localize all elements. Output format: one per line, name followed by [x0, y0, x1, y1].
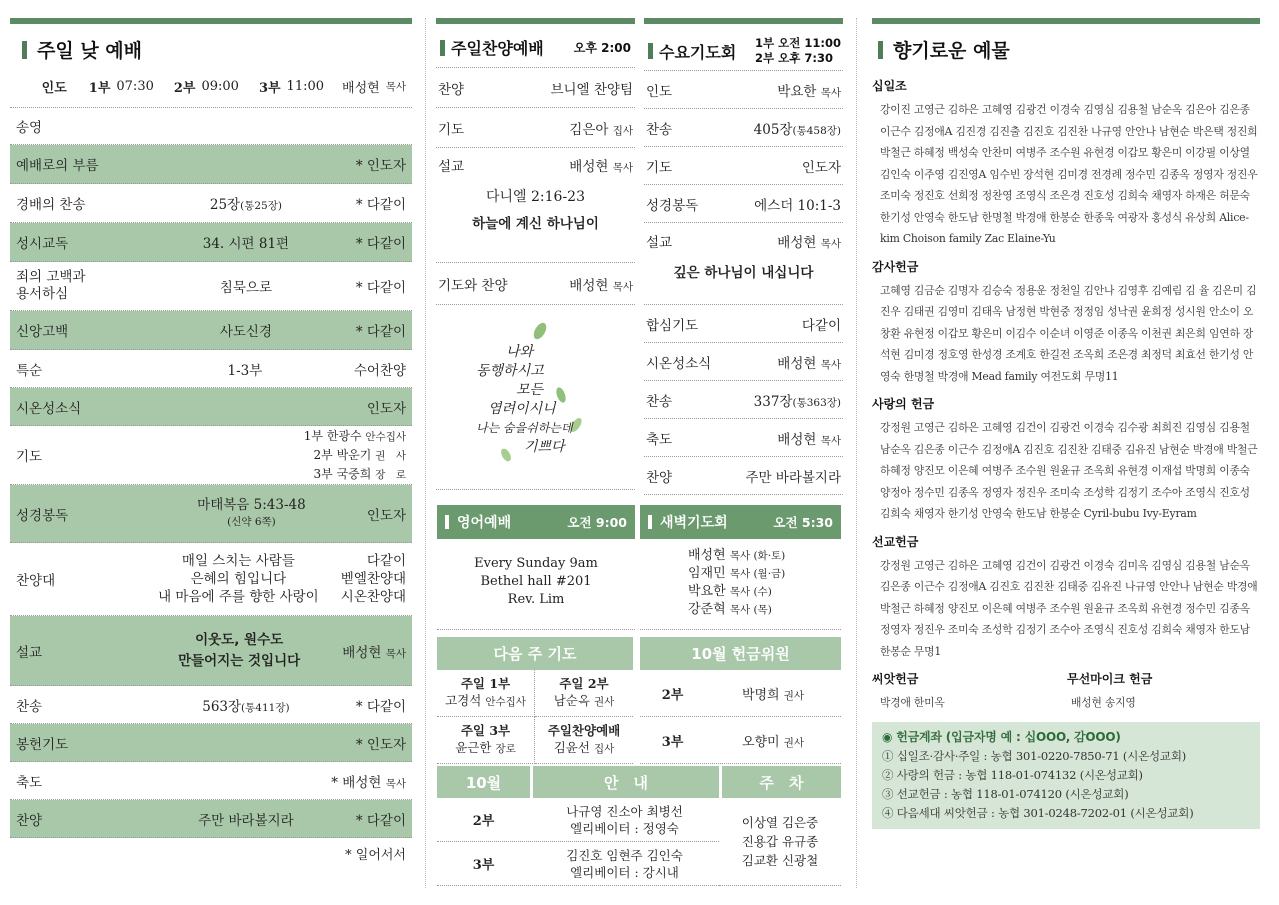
thanks-names: 고혜영 김금순 김명자 김승숙 정용운 정천일 김안나 김영후 김예림 김 율 김은미 김진우 김태권 김영미 김태옥 남정현 박현중 정정임 성낙권 윤희정 성시원 안소이 오창환 유현정 이갑모 황은미 이김수 이순녀 이영준 이종옥 이천권 최은희 임연하 장석현 김미경 정호영 한성경 조계호 한길전 조옥희 조은경 최정덕 최효선 한기성 안영숙 한명철 박경애 Mead family 여전도회 무명11 [880, 283, 1257, 383]
offering-title: 향기로운 예물 [878, 36, 1260, 63]
column-divider [856, 18, 857, 888]
guide-box [437, 766, 841, 886]
praise-row: 기도 김은아 집사 [436, 108, 635, 148]
bullet-mark-icon [648, 43, 653, 59]
prayer-cell: 주일 3부 윤근한 장로 [437, 717, 535, 764]
top-bar [644, 18, 843, 24]
stand-note: * 일어서서 [345, 848, 406, 863]
committee-row: 3부 오향미 권사 [640, 717, 841, 764]
wed-row: 기도 인도자 [644, 147, 843, 185]
next-prayer-box [437, 637, 633, 764]
english-service-header: 영어예배 오전 9:00 [437, 505, 635, 539]
order-row: 봉헌기도 * 인도자 [10, 724, 412, 762]
praise-row: 찬양 브니엘 찬양팀 [436, 68, 635, 108]
committee-row: 2부 박명희 권사 [640, 670, 841, 717]
mic-names: 배성현 송지영 [1071, 696, 1136, 709]
wed-row: 찬양 주만 바라볼지라 [644, 457, 843, 495]
choir-row: 찬양대 매일 스치는 사람들 은혜의 힘입니다 내 마음에 주를 향한 사랑이 다같이 벧엘찬양대 시온찬양대 [10, 543, 412, 616]
wed-sermon-title: 깊은 하나님이 내십니다 [673, 265, 814, 281]
praise-sermon-block: 설교 배성현 목사 다니엘 2:16-23 하늘에 계신 하나님이 [436, 148, 635, 263]
service-times: 인도 1부 07:30 2부 09:00 3부 11:00 배성현 목사 [41, 78, 406, 96]
order-row: 죄의 고백과 용서하심 침묵으로 * 다같이 [10, 262, 412, 311]
love-heading: 사랑의 헌금 [872, 397, 935, 411]
wed-row: 성경봉독 에스더 10:1-3 [644, 185, 843, 223]
wednesday-prayer-column [644, 18, 843, 495]
order-row: 경배의 찬송 25장(통25장) * 다같이 [10, 184, 412, 223]
english-service-box: 영어예배 오전 9:00 Every Sunday 9am Bethel hall #201 Rev. Lim [437, 505, 635, 630]
guide-row: 2부 나규영 진소아 최병선 엘리베이터 : 정영숙 [437, 798, 719, 842]
column-divider [425, 18, 426, 888]
wed-sermon-block: 설교 배성현 목사 깊은 하나님이 내십니다 [644, 223, 843, 305]
bullet-mark-icon [648, 515, 652, 529]
calligraphy-image: 나와 동행하시고 모든 염려이시니 나는 숨을쉬하는데 기쁘다 [436, 305, 635, 490]
seed-names: 박경애 한미옥 [880, 696, 945, 709]
order-row: 신앙고백 사도신경 * 다같이 [10, 311, 412, 350]
prayer-cell: 주일찬양예배 김윤선 집사 [535, 717, 633, 764]
mission-names: 강정원 고영근 김하은 고혜영 김건이 김광건 이경숙 김미옥 김영심 김용철 남순옥 김은종 이근수 김정애A 김진호 김진찬 김태중 김유진 나규영 안안나 남현순 박경애 박철근 하혜정 양진모 이은혜 여병주 조수원 원윤규 조옥희 유현경 정수민 김종옥 정영자 정진우 조미숙 조성학 김정기 조수아 조영식 진호성 김희숙 채영자 한도남 한봉순 무명1 [880, 558, 1258, 658]
parking-list: 이상열 김은중 진용갑 유규종 김교환 신광철 [719, 798, 841, 886]
committee-box [640, 637, 841, 764]
order-row: 찬양 주만 바라볼지라 * 다같이 [10, 800, 412, 838]
account-box: ◉ 헌금계좌 (입금자명 예 : 십OOO, 감OOO) ① 십일조·감사·주일 : 농협 301-0220-7850-71 (시온성교회) ② 사랑의 헌금 : 농협 118-01-074132 (시온성교회) ③ 선교헌금 : 농협 118-01-074120 (시온성교회) ④ 다음세대 씨앗헌금 : 농협 301-0248-7202-01 (시온성교회) [872, 722, 1260, 829]
order-row: 예배로의 부름 * 인도자 [10, 145, 412, 184]
top-bar [436, 18, 635, 24]
account-title: ◉ 헌금계좌 (입금자명 예 : 십OOO, 감OOO) [882, 729, 1121, 744]
sermon-title: 하늘에 계신 하나님이 [472, 216, 599, 232]
pray-praise-row: 기도와 찬양 배성현 목사 [436, 263, 635, 305]
top-bar [10, 18, 412, 24]
leader-label: 인도 [41, 80, 67, 96]
order-row: 찬송 563장(통411장) * 다같이 [10, 686, 412, 724]
sunday-service-title: 주일 낮 예배 [22, 36, 412, 63]
wed-row: 인도 박요한 목사 [644, 71, 843, 109]
mission-heading: 선교헌금 [872, 534, 919, 549]
tithe-names: 강이진 고영근 김하은 고혜영 김광건 이경숙 김영심 김용철 남순옥 김은아 김은종 이근수 김정애A 김진경 김진출 김진호 김진찬 나규영 안안나 남현순 박은택 정진희 박철근 하혜정 백성숙 안찬미 여병주 조수원 유현경 이갑모 황은미 이강필 이상열 김인숙 이주영 김진영A 임수빈 장석현 김미경 전경례 정수민 김종옥 정영자 정진우 조미숙 정진호 선희정 정찬영 조영식 조은경 진호성 김희숙 채영자 하재은 허문숙 한기성 안영숙 한도남 한명철 박경애 한봉순 한종욱 여광자 홍성식 유상희 Alice-kim Choison family Zac Elaine-Yu [880, 103, 1258, 245]
prayer-cell: 주일 2부 남순옥 권사 [535, 670, 633, 717]
dawn-prayer-box: 새벽기도회 오전 5:30 배성현 목사 (화·토) 임재민 목사 (월·금) 박요한 목사 (수) 강준혁 목사 (목) [640, 505, 841, 630]
prayer-cell: 주일 1부 고경석 안수집사 [437, 670, 535, 717]
bullet-mark-icon [22, 41, 27, 59]
order-row: 축도 * 배성현 목사 [10, 762, 412, 800]
wed-row: 시온성소식 배성현 목사 [644, 343, 843, 381]
wednesday-heading: 수요기도회 1부 오전 11:00 2부 오후 7:30 [648, 32, 843, 70]
prayer-row: 기도 1부 한광수 안수집사 2부 박운기 권 사 3부 국중희 장 로 [10, 426, 412, 485]
tithe-heading: 십일조 [872, 79, 907, 93]
sunday-service-column [10, 18, 412, 863]
praise-service-heading: 주일찬양예배 오후 2:00 [440, 36, 635, 59]
reading-row: 성경봉독 마태복음 5:43-48 (신약 6쪽) 인도자 [10, 485, 412, 543]
wed-row: 찬송 405장(통458장) [644, 109, 843, 147]
wed-row: 합심기도 다같이 [644, 305, 843, 343]
sermon-verse: 다니엘 2:16-23 [485, 189, 585, 205]
mic-heading: 무선마이크 헌금 [1067, 672, 1153, 686]
order-row: 특순 1-3부 수어찬양 [10, 350, 412, 388]
sermon-row: 설교 이웃도, 원수도 만들어지는 것입니다 배성현 목사 [10, 616, 412, 686]
wed-row: 축도 배성현 목사 [644, 419, 843, 457]
bullet-mark-icon [440, 40, 445, 56]
seed-heading: 씨앗헌금 [872, 672, 919, 686]
top-bar [872, 18, 1260, 24]
order-row: 시온성소식 인도자 [10, 388, 412, 426]
offering-column [872, 18, 1260, 829]
love-names: 강정원 고영근 김하은 고혜영 김건이 김광건 이경숙 김수광 최희진 김영심 김용철 남순옥 김은종 이근수 김정애A 김진호 김진찬 김태중 김유진 남현순 박경애 박철근 하혜정 양진모 이은혜 여병주 조수원 원윤규 조옥희 유현경 이재섭 박명희 이종숙 양정아 정수민 김종옥 정영자 정진우 조미숙 조성학 김정기 조수아 조영식 진호성 김희숙 채영자 한기성 안영숙 한도남 한봉순 Cyril-bubu Ivy-Eyram [880, 421, 1258, 520]
thanks-heading: 감사헌금 [872, 259, 919, 274]
order-row: 성시교독 34. 시편 81편 * 다같이 [10, 223, 412, 262]
committee-header: 10월 헌금위원 [640, 637, 841, 670]
guide-info-header: 안 내 [533, 766, 719, 798]
praise-service-column [436, 18, 635, 490]
guide-month-header: 10월 [437, 766, 530, 798]
dawn-prayer-header: 새벽기도회 오전 5:30 [640, 505, 841, 539]
wed-row: 찬송 337장(통363장) [644, 381, 843, 419]
bullet-mark-icon [445, 515, 449, 529]
order-row: 송영 [10, 108, 412, 145]
next-prayer-header: 다음 주 기도 [437, 637, 633, 670]
guide-parking-header: 주 차 [722, 766, 841, 798]
bullet-mark-icon [878, 41, 883, 59]
guide-row: 3부 김진호 임현주 김인숙 엘리베이터 : 강시내 [437, 842, 719, 886]
